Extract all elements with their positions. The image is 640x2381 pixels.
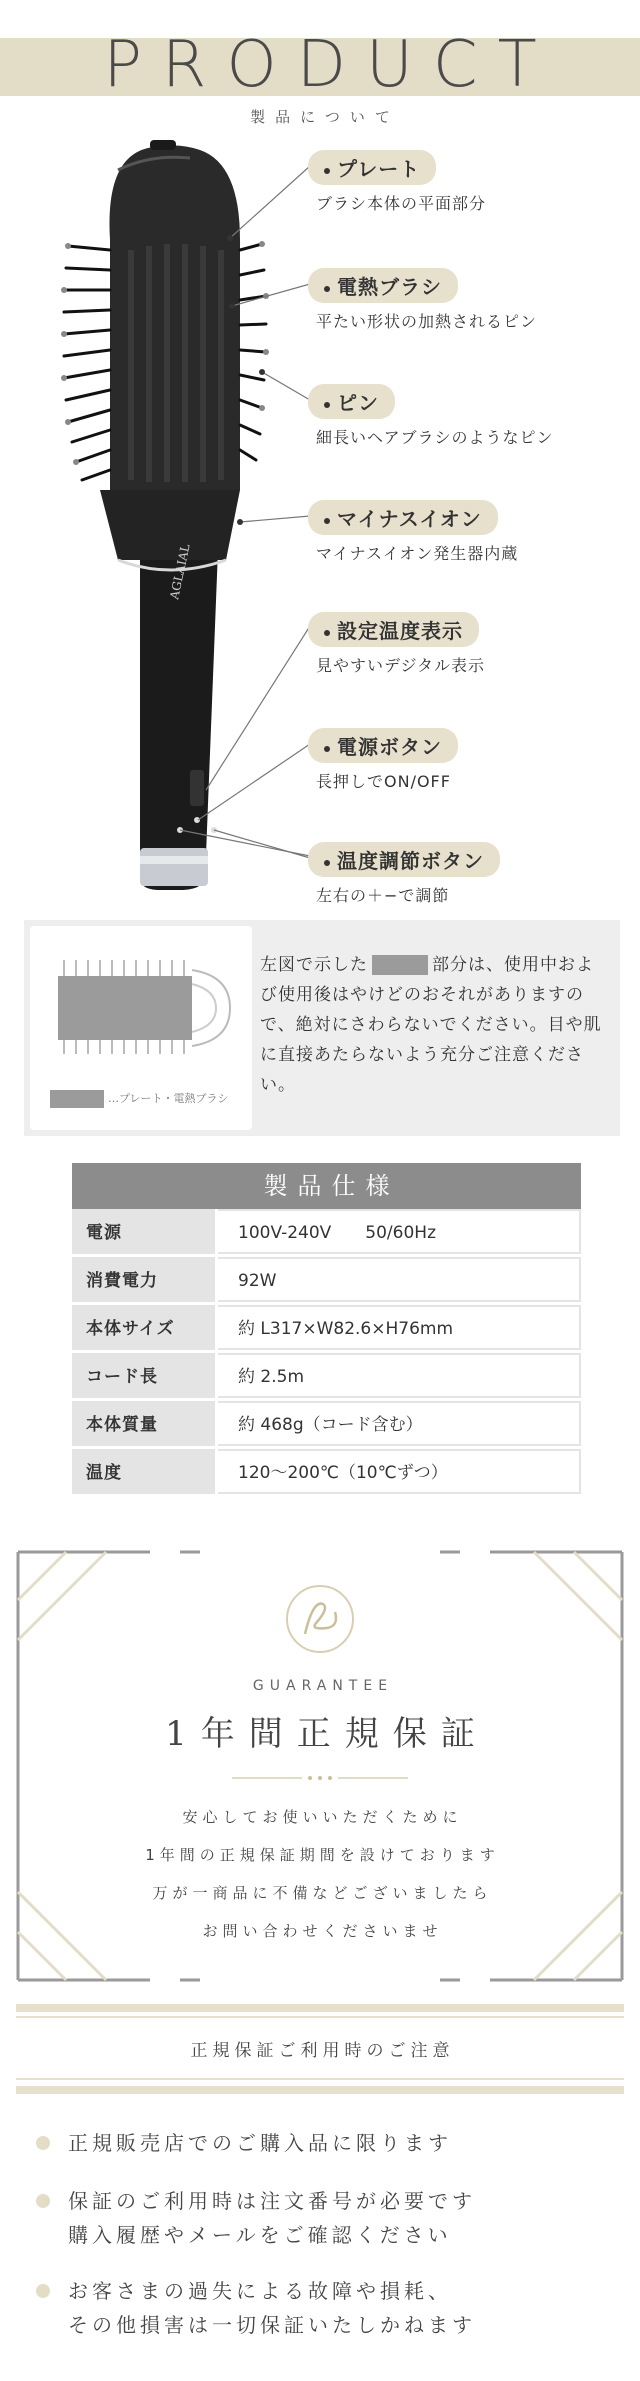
caution-inline-swatch: [372, 955, 428, 975]
brush-cap: [140, 848, 208, 886]
caution-legend: [50, 1090, 229, 1108]
spec-value: 約 L317×W82.6×H76mm: [218, 1305, 581, 1350]
list-item: [36, 2274, 626, 2342]
caution-text-b: 部分は、使用中および使用後はやけどのおそれがありますので、絶対にさわらないでください。目や肌に直接あたらないよう充分ご注意ください。: [260, 955, 602, 1095]
feature-title: マイナスイオン: [308, 500, 498, 535]
spec-value: 約 2.5m: [218, 1353, 581, 1398]
note-line: その他損害は一切保証いたしかねます: [68, 2313, 476, 2337]
notes-band-top: [16, 2004, 624, 2012]
spec-key: 消費電力: [72, 1257, 218, 1302]
table-row: [72, 1257, 581, 1305]
list-item: [36, 2126, 626, 2160]
bullet-icon: [36, 2284, 50, 2298]
feature-desc: 平たい形状の加熱されるピン: [316, 312, 538, 331]
feature-power-button: [308, 728, 458, 792]
page-title: PRODUCT: [103, 28, 557, 102]
feature-desc: 長押しでON/OFF: [316, 772, 451, 791]
spec-key: 本体質量: [72, 1401, 218, 1446]
feature-title: 設定温度表示: [308, 612, 479, 647]
note-line: 購入履歴やメールをご確認ください: [68, 2223, 452, 2247]
guarantee-line: 万が一商品に不備などございましたら: [152, 1884, 493, 1902]
feature-display: [308, 612, 485, 676]
feature-plate: [308, 150, 486, 214]
bullet-icon: [36, 2194, 50, 2208]
spec-key: コード長: [72, 1353, 218, 1398]
table-row: [72, 1449, 581, 1497]
guarantee-line: 安心してお使いいただくために: [182, 1808, 463, 1826]
note-line: 保証のご利用時は注文番号が必要です: [68, 2189, 476, 2213]
feature-title: プレート: [308, 150, 436, 185]
guarantee-logo-icon: [283, 1582, 357, 1656]
notes-line-bottom: [16, 2078, 624, 2080]
guarantee-label: GUARANTEE: [252, 1678, 394, 1694]
feature-title: 電源ボタン: [308, 728, 458, 763]
spec-title: 製品仕様: [72, 1163, 581, 1209]
feature-desc: マイナスイオン発生器内蔵: [316, 544, 519, 563]
list-item: [36, 2184, 626, 2252]
note-line: お客さまの過失による故障や損耗、: [68, 2279, 452, 2303]
caution-brush-icon: [30, 926, 252, 1086]
caution-box: [24, 920, 620, 1136]
spec-key: 本体サイズ: [72, 1305, 218, 1350]
feature-temp-buttons: [308, 842, 500, 906]
spec-table: [72, 1163, 581, 1497]
table-row: [72, 1305, 581, 1353]
bullet-icon: [36, 2136, 50, 2150]
notes-band-bottom: [16, 2086, 624, 2094]
feature-ion: [308, 500, 518, 564]
feature-pin: [308, 384, 554, 448]
table-row: [72, 1353, 581, 1401]
feature-heated-brush: [308, 268, 537, 332]
spec-value: 約 468g（コード含む）: [218, 1401, 581, 1446]
spec-value: 120〜200℃（10℃ずつ）: [218, 1449, 581, 1494]
feature-desc: 左右の＋−で調節: [316, 886, 450, 905]
guarantee-line: 1年間の正規保証期間を設けております: [145, 1846, 500, 1864]
feature-title: 温度調節ボタン: [308, 842, 500, 877]
legend-text: …プレート・電熱ブラシ: [108, 1092, 229, 1105]
guarantee-title: 1年間正規保証: [165, 1714, 489, 1754]
spec-value: 92W: [218, 1257, 581, 1302]
feature-desc: 見やすいデジタル表示: [316, 656, 486, 675]
notes-title: 正規保証ご利用時のご注意: [190, 2041, 455, 2061]
guarantee-line: お問い合わせくださいませ: [202, 1922, 443, 1940]
feature-desc: 細長いヘアブラシのようなピン: [316, 428, 554, 447]
temperature-display: [190, 770, 204, 806]
brand-logo: AGLAIAL: [167, 542, 193, 601]
table-row: [72, 1209, 581, 1257]
feature-title: 電熱ブラシ: [308, 268, 458, 303]
spec-key: 温度: [72, 1449, 218, 1494]
brush-collar: [100, 490, 240, 560]
note-line: 正規販売店でのご購入品に限ります: [68, 2131, 452, 2155]
feature-title: ピン: [308, 384, 395, 419]
caution-diagram: [30, 926, 252, 1130]
caution-text: [260, 950, 610, 1100]
feature-desc: ブラシ本体の平面部分: [316, 194, 487, 213]
legend-swatch: [50, 1090, 104, 1108]
spec-key: 電源: [72, 1209, 218, 1254]
table-row: [72, 1401, 581, 1449]
notes-line-top: [16, 2016, 624, 2018]
guarantee-separator: [232, 1774, 408, 1782]
spec-value: 100V-240V 50/60Hz: [218, 1209, 581, 1254]
caution-text-a: 左図で示した: [260, 955, 368, 975]
page-subtitle: 製品について: [250, 108, 400, 126]
